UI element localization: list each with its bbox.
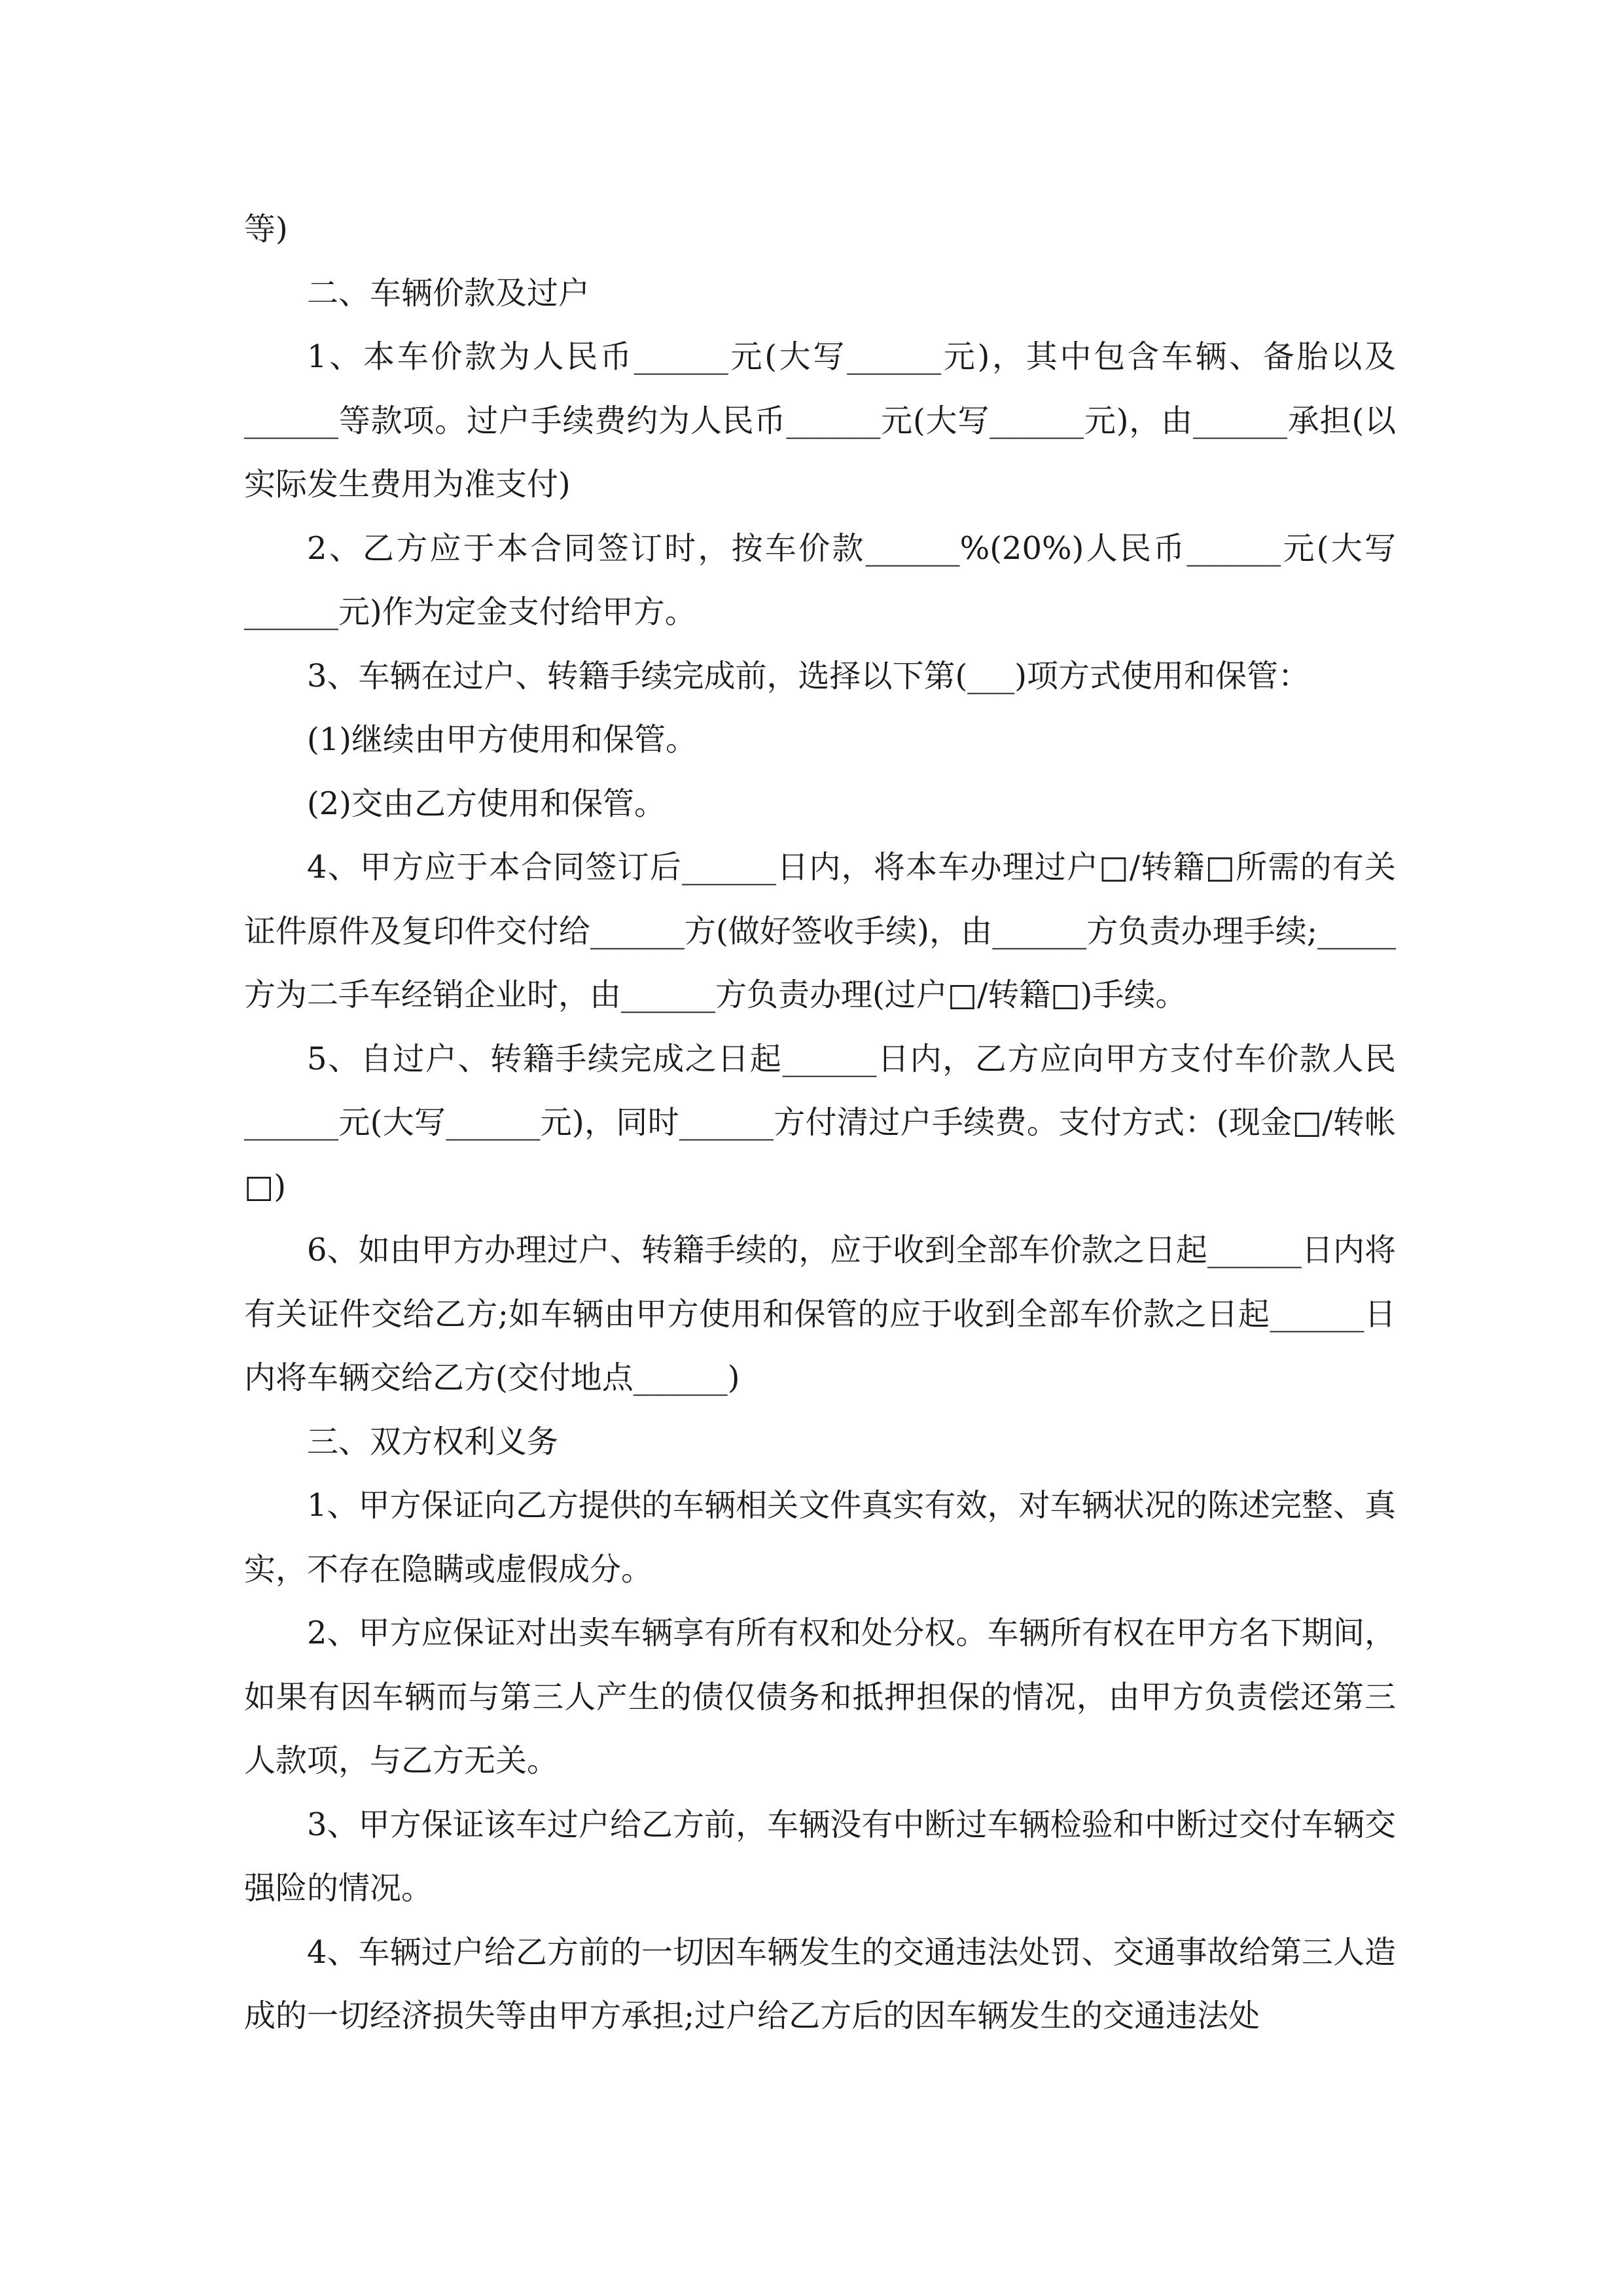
- section-heading-rights-obligations: 三、双方权利义务: [307, 1423, 559, 1460]
- clause-3-4: 4、车辆过户给乙方前的一切因车辆发生的交通违法处罚、交通事故给第三人造成的一切经济损失等由甲方承担;过户给乙方后的因车辆发生的交通违法处: [244, 1933, 1396, 2034]
- clause-2-5: 5、自过户、转籍手续完成之日起______日内，乙方应向甲方支付车价款人民______元(大写______元)，同时______方付清过户手续费。支付方式：(现金□/转帐□): [244, 1040, 1396, 1205]
- paragraph-continuation: 等): [244, 211, 288, 247]
- option-1: (1)继续由甲方使用和保管。: [307, 721, 697, 758]
- clause-2-3: 3、车辆在过户、转籍手续完成前，选择以下第(___)项方式使用和保管：: [307, 657, 1310, 694]
- clause-2-6: 6、如由甲方办理过户、转籍手续的，应于收到全部车价款之日起______日内将有关证件交给乙方;如车辆由甲方使用和保管的应于收到全部车价款之日起______日内将车辆交给乙方(交付地点______): [244, 1232, 1396, 1396]
- clause-2-4: 4、甲方应于本合同签订后______日内，将本车办理过户□/转籍□所需的有关证件原件及复印件交付给______方(做好签收手续)，由______方负责办理手续;_____方为二手车经销企业时，由______方负责办理(过户□/转籍□)手续。: [244, 849, 1396, 1013]
- clause-3-1: 1、甲方保证向乙方提供的车辆相关文件真实有效，对车辆状况的陈述完整、真实，不存在隐瞒或虚假成分。: [244, 1487, 1396, 1588]
- clause-2-2: 2、乙方应于本合同签订时，按车价款______%(20%)人民币______元(大写______元)作为定金支付给甲方。: [244, 529, 1396, 630]
- clause-3-3: 3、甲方保证该车过户给乙方前，车辆没有中断过车辆检验和中断过交付车辆交强险的情况。: [244, 1806, 1396, 1907]
- clause-3-2: 2、甲方应保证对出卖车辆享有所有权和处分权。车辆所有权在甲方名下期间，如果有因车辆而与第三人产生的债仅债务和抵押担保的情况，由甲方负责偿还第三人款项，与乙方无关。: [244, 1615, 1396, 1779]
- option-2: (2)交由乙方使用和保管。: [307, 785, 666, 822]
- clause-2-1: 1、本车价款为人民币______元(大写______元)，其中包含车辆、备胎以及______等款项。过户手续费约为人民币______元(大写______元)，由______承担(以实际发生费用为准支付): [244, 338, 1396, 503]
- document-body: [244, 198, 1396, 2049]
- section-heading-price-transfer: 二、车辆价款及过户: [307, 274, 590, 312]
